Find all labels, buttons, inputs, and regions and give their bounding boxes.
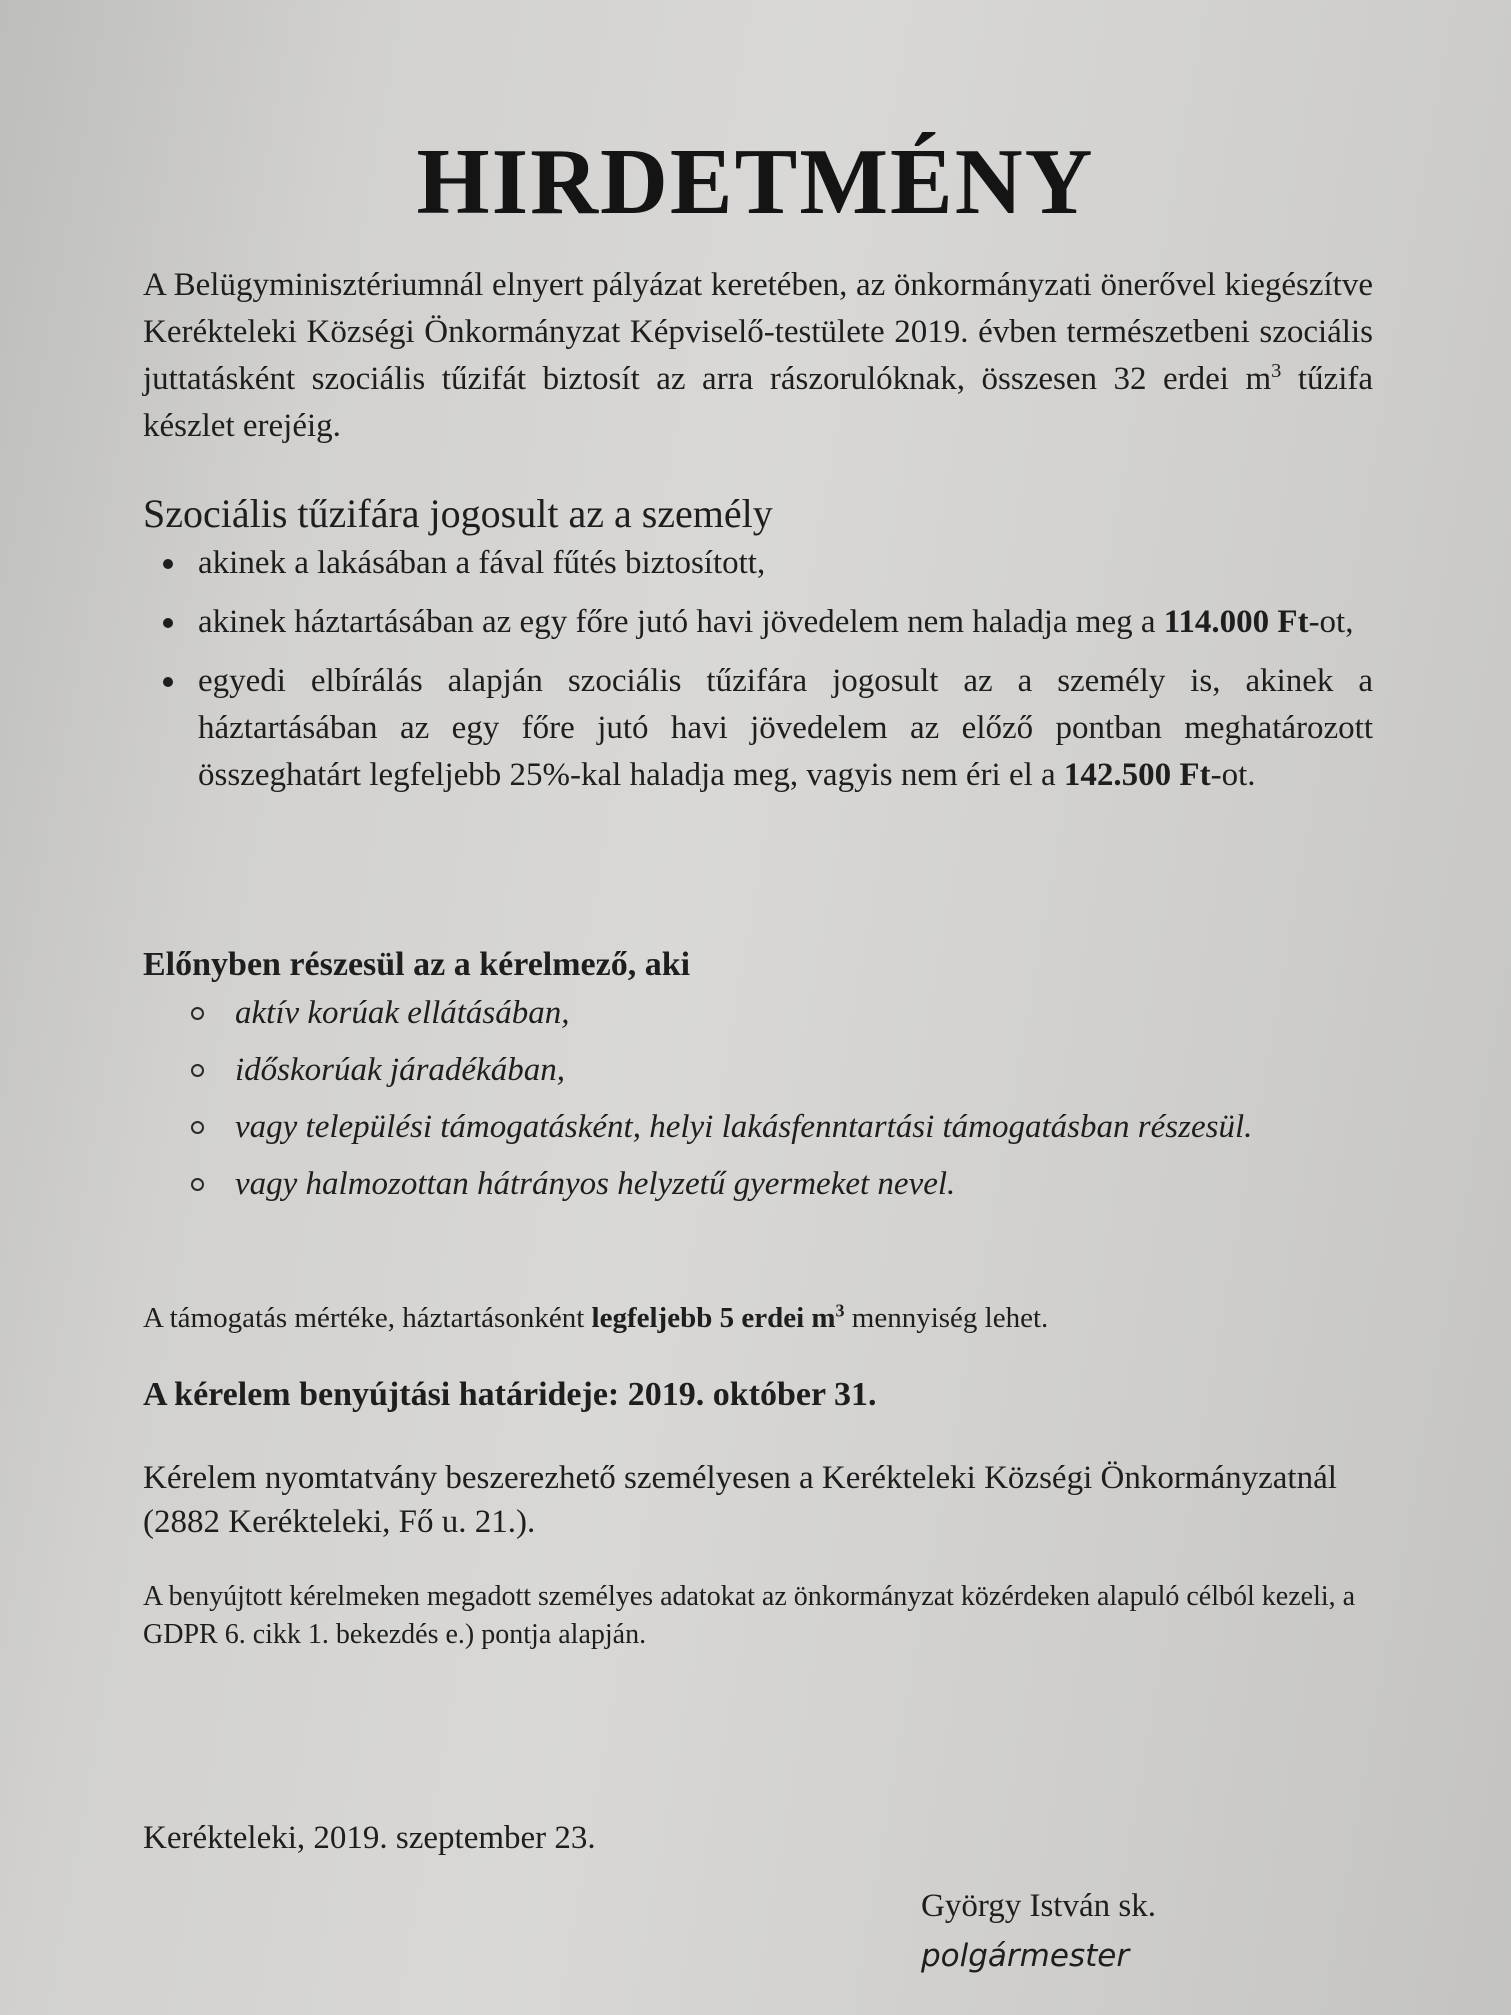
- support-amount-tail: mennyiség lehet.: [844, 1302, 1049, 1334]
- priority-item: vagy halmozottan hátrányos helyzetű gyermeket nevel.: [143, 1163, 1373, 1205]
- eligibility-item-3-text: egyedi elbírálás alapján szociális tűzifára jogosult az a személy is, akinek a háztartásában az egy főre jutó havi jövedelem az előző pontban meghatározott összeghatárt legfeljebb 25%-kal haladja meg, vagyis nem éri el a: [198, 663, 1373, 793]
- eligibility-item-1: [143, 540, 1373, 587]
- priority-heading: Előnyben részesül az a kérelmező, aki: [143, 946, 691, 983]
- intro-tail: tűzifa készlet erejéig.: [143, 361, 1374, 444]
- intro-paragraph: [143, 262, 1373, 450]
- eligibility-heading: Szociális tűzifára jogosult az a személy: [143, 491, 773, 536]
- intro-text: A Belügyminisztériumnál elnyert pályázat keretében, az önkormányzati önerővel kiegészítve Kerékteleki Községi Önkormányzat Képviselő-testülete 2019. évben természetbeni szociális juttatásként szociális tűzifát biztosít az arra rászorulóknak, összesen 32 erdei m: [143, 267, 1373, 397]
- eligibility-item-3-amount: 142.500 Ft: [1063, 757, 1211, 793]
- support-amount-limit-text: legfeljebb 5 erdei m: [591, 1302, 836, 1334]
- eligibility-item-3-tail: -ot.: [1210, 757, 1256, 793]
- eligibility-list: [143, 540, 1373, 811]
- priority-list: [143, 992, 1373, 1220]
- eligibility-item-2: [143, 599, 1373, 646]
- place-date: Kerékteleki, 2019. szeptember 23.: [143, 1820, 596, 1856]
- priority-item: időskorúak járadékában,: [143, 1049, 1373, 1091]
- support-amount-superscript: 3: [835, 1300, 845, 1321]
- intro-superscript: 3: [1271, 360, 1282, 382]
- deadline: A kérelem benyújtási határideje: 2019. október 31.: [143, 1376, 877, 1413]
- form-info: Kérelem nyomtatvány beszerezhető személyesen a Kerékteleki Községi Önkormányzatnál (2882 Kerékteleki, Fő u. 21.).: [143, 1460, 1337, 1540]
- signatory-role: polgármester: [921, 1938, 1130, 1974]
- support-amount-text: A támogatás mértéke, háztartásonként: [143, 1302, 592, 1334]
- eligibility-item-2-tail: -ot,: [1308, 604, 1354, 640]
- eligibility-item-3: [143, 658, 1373, 799]
- support-amount-limit: [592, 1302, 845, 1334]
- signatory-name: György István sk.: [921, 1888, 1156, 1924]
- eligibility-item-2-text: akinek háztartásában az egy főre jutó havi jövedelem nem haladja meg a: [198, 604, 1164, 640]
- eligibility-item-2-amount: 114.000 Ft: [1163, 604, 1309, 640]
- eligibility-item-1-text: akinek a lakásában a fával fűtés biztosított,: [198, 545, 766, 581]
- priority-item: aktív korúak ellátásában,: [143, 992, 1373, 1034]
- gdpr-notice: A benyújtott kérelmeken megadott személyes adatokat az önkormányzat közérdeken alapuló célból kezeli, a GDPR 6. cikk 1. bekezdés e.) pontja alapján.: [143, 1581, 1356, 1650]
- notice-title: HIRDETMÉNY: [416, 130, 1095, 234]
- priority-item: vagy települési támogatásként, helyi lakásfenntartási támogatásban részesül.: [143, 1106, 1373, 1148]
- support-amount: [143, 1302, 1373, 1335]
